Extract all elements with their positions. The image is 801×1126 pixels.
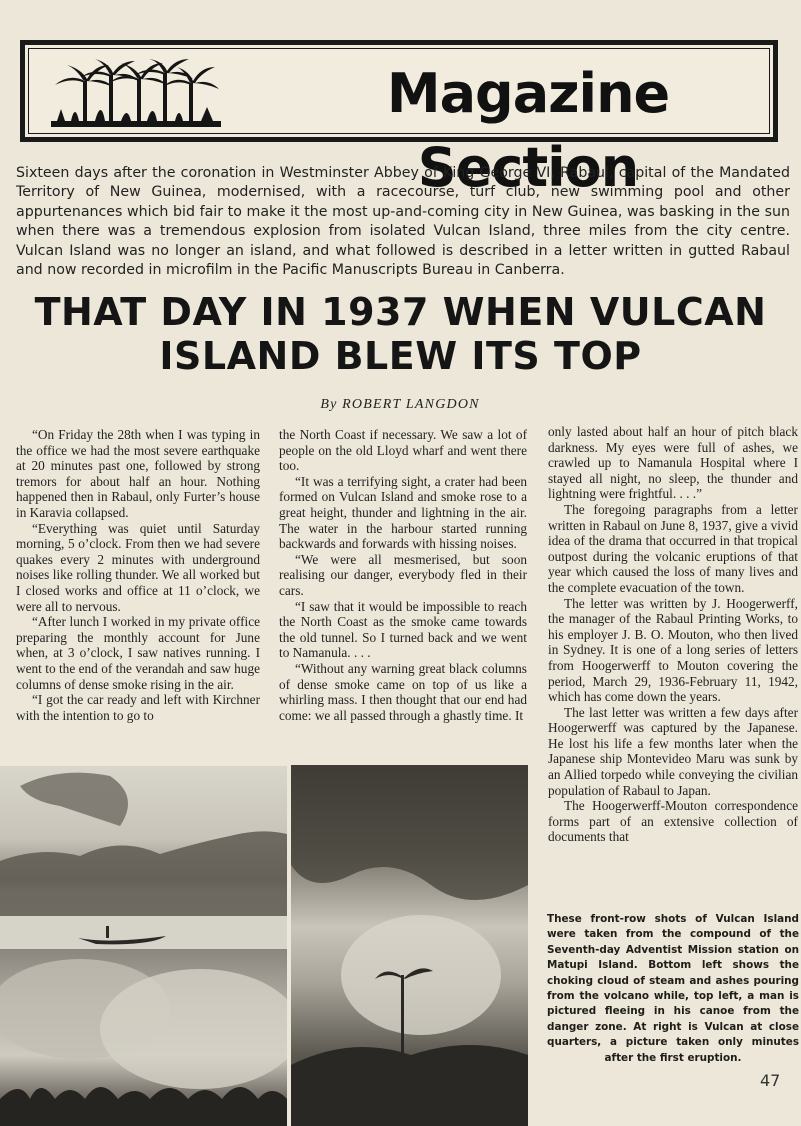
intro-paragraph: Sixteen days after the coronation in Westminster Abbey of King George VI, Rabaul, capital of the Mandated Territory of New Guinea, modernised, with a racecourse, turf club, new swimming pool and other appurtenances which bid fair to make it the most up-and-coming city in New Guinea, was basking in the sun when there was a tremendous explosion from isolated Vulcan Island, three miles from the city centre. Vulcan Island was no longer an island, and what followed is described in a letter written in gutted Rabaul and now recorded in microfilm in the Pacific Manuscripts Bureau in Canberra. xyxy=(16,165,790,279)
article-column-3 xyxy=(548,424,798,845)
paragraph: The Hoogerwerff-Mouton correspondence forms part of an extensive collection of documents that xyxy=(548,798,798,845)
masthead xyxy=(20,40,778,199)
paragraph: “I got the car ready and left with Kirchner with the intention to go to xyxy=(16,692,260,723)
article-column-2 xyxy=(279,427,527,723)
photo-vulcan-close xyxy=(291,765,528,1126)
photo-caption: These front-row shots of Vulcan Island were taken from the compound of the Seventh-day Adventist Mission station on Matupi Island. Bottom left shows the choking cloud of steam and ashes pouring from the volcano while, top left, a man is pictured fleeing in his canoe from the danger zone. At right is Vulcan at close quarters, a picture taken only minutes after the first eruption. xyxy=(547,913,799,1064)
byline: By ROBERT LANGDON xyxy=(320,397,480,412)
article-headline xyxy=(10,290,791,378)
headline-line-1: THAT DAY IN 1937 WHEN VULCAN xyxy=(34,290,767,334)
palm-trees-logo-icon xyxy=(51,59,221,135)
steam-cloud-illustration xyxy=(0,949,287,1126)
masthead-title: Magazine Section xyxy=(386,62,670,199)
photo-canoe-fleeing xyxy=(0,766,287,949)
paragraph: “We were all mesmerised, but soon realising our danger, everybody fled in their cars. xyxy=(279,551,527,598)
paragraph: “After lunch I worked in my private office preparing the monthly account for June when, at 3 o’clock, I saw natives running. I went to the end of the verandah and saw huge columns of dense smoke rising in the air. xyxy=(16,614,260,692)
paragraph: only lasted about half an hour of pitch black darkness. My eyes were full of ashes, we crawled up to Namanula Hospital where I stayed all night, no sleep, the thunder and lightning were frightful. . . .” xyxy=(548,424,798,502)
paragraph: The last letter was written a few days after Hoogerwerff was captured by the Japanese. He lost his life a few months later when the Japanese ship Montevideo Maru was sunk by an Allied torpedo while conveying the civilian population of Rabaul to Japan. xyxy=(548,704,798,798)
page-number: 47 xyxy=(760,1071,781,1090)
canoe-scene-illustration xyxy=(0,766,287,949)
paragraph: “Without any warning great black columns of dense smoke came on top of us like a whirling mass. I then thought that our end had come: we all passed through a ghastly time. It xyxy=(279,660,527,723)
paragraph: “Everything was quiet until Saturday morning, 5 o’clock. From then we had severe quakes every 2 minutes with underground noises like rolling thunder. We all worked but I closed works and office at 11 o’clock, we were all to nervous. xyxy=(16,520,260,614)
paragraph: “I saw that it would be impossible to reach the North Coast as the smoke came towards the old tunnel. So I turned back and we went to Namanula. . . . xyxy=(279,598,527,661)
article-column-1 xyxy=(16,427,260,723)
photo-steam-cloud xyxy=(0,949,287,1126)
paragraph: The letter was written by J. Hoogerwerff, the manager of the Rabaul Printing Works, to his employer J. B. O. Mouton, who then lived in Sydney. It is one of a long series of letters from Hoogerwerff to Mouton covering the period, March 29, 1936-February 11, 1942, which has come down the years. xyxy=(548,595,798,705)
eruption-illustration xyxy=(291,765,528,1126)
paragraph: The foregoing paragraphs from a letter written in Rabaul on June 8, 1937, give a vivid idea of the drama that occurred in that tropical outpost during the volcanic eruptions of that year which caused the loss of many lives and the complete evacuation of the town. xyxy=(548,501,798,595)
paragraph: “On Friday the 28th when I was typing in the office we had the most severe earthquake at 20 minutes past one, followed by strong tremors for about half an hour. Nothing happened then in Rabaul, only Furter’s house in Karavia collapsed. xyxy=(16,427,260,520)
paragraph: “It was a terrifying sight, a crater had been formed on Vulcan Island and smoke rose to a great height, thunder and lightning in the air. The water in the harbour started running backwards and forwards with hissing noises. xyxy=(279,473,527,552)
paragraph: the North Coast if necessary. We saw a lot of people on the old Lloyd wharf and went there too. xyxy=(279,427,527,474)
headline-line-2: ISLAND BLEW ITS TOP xyxy=(159,334,642,378)
